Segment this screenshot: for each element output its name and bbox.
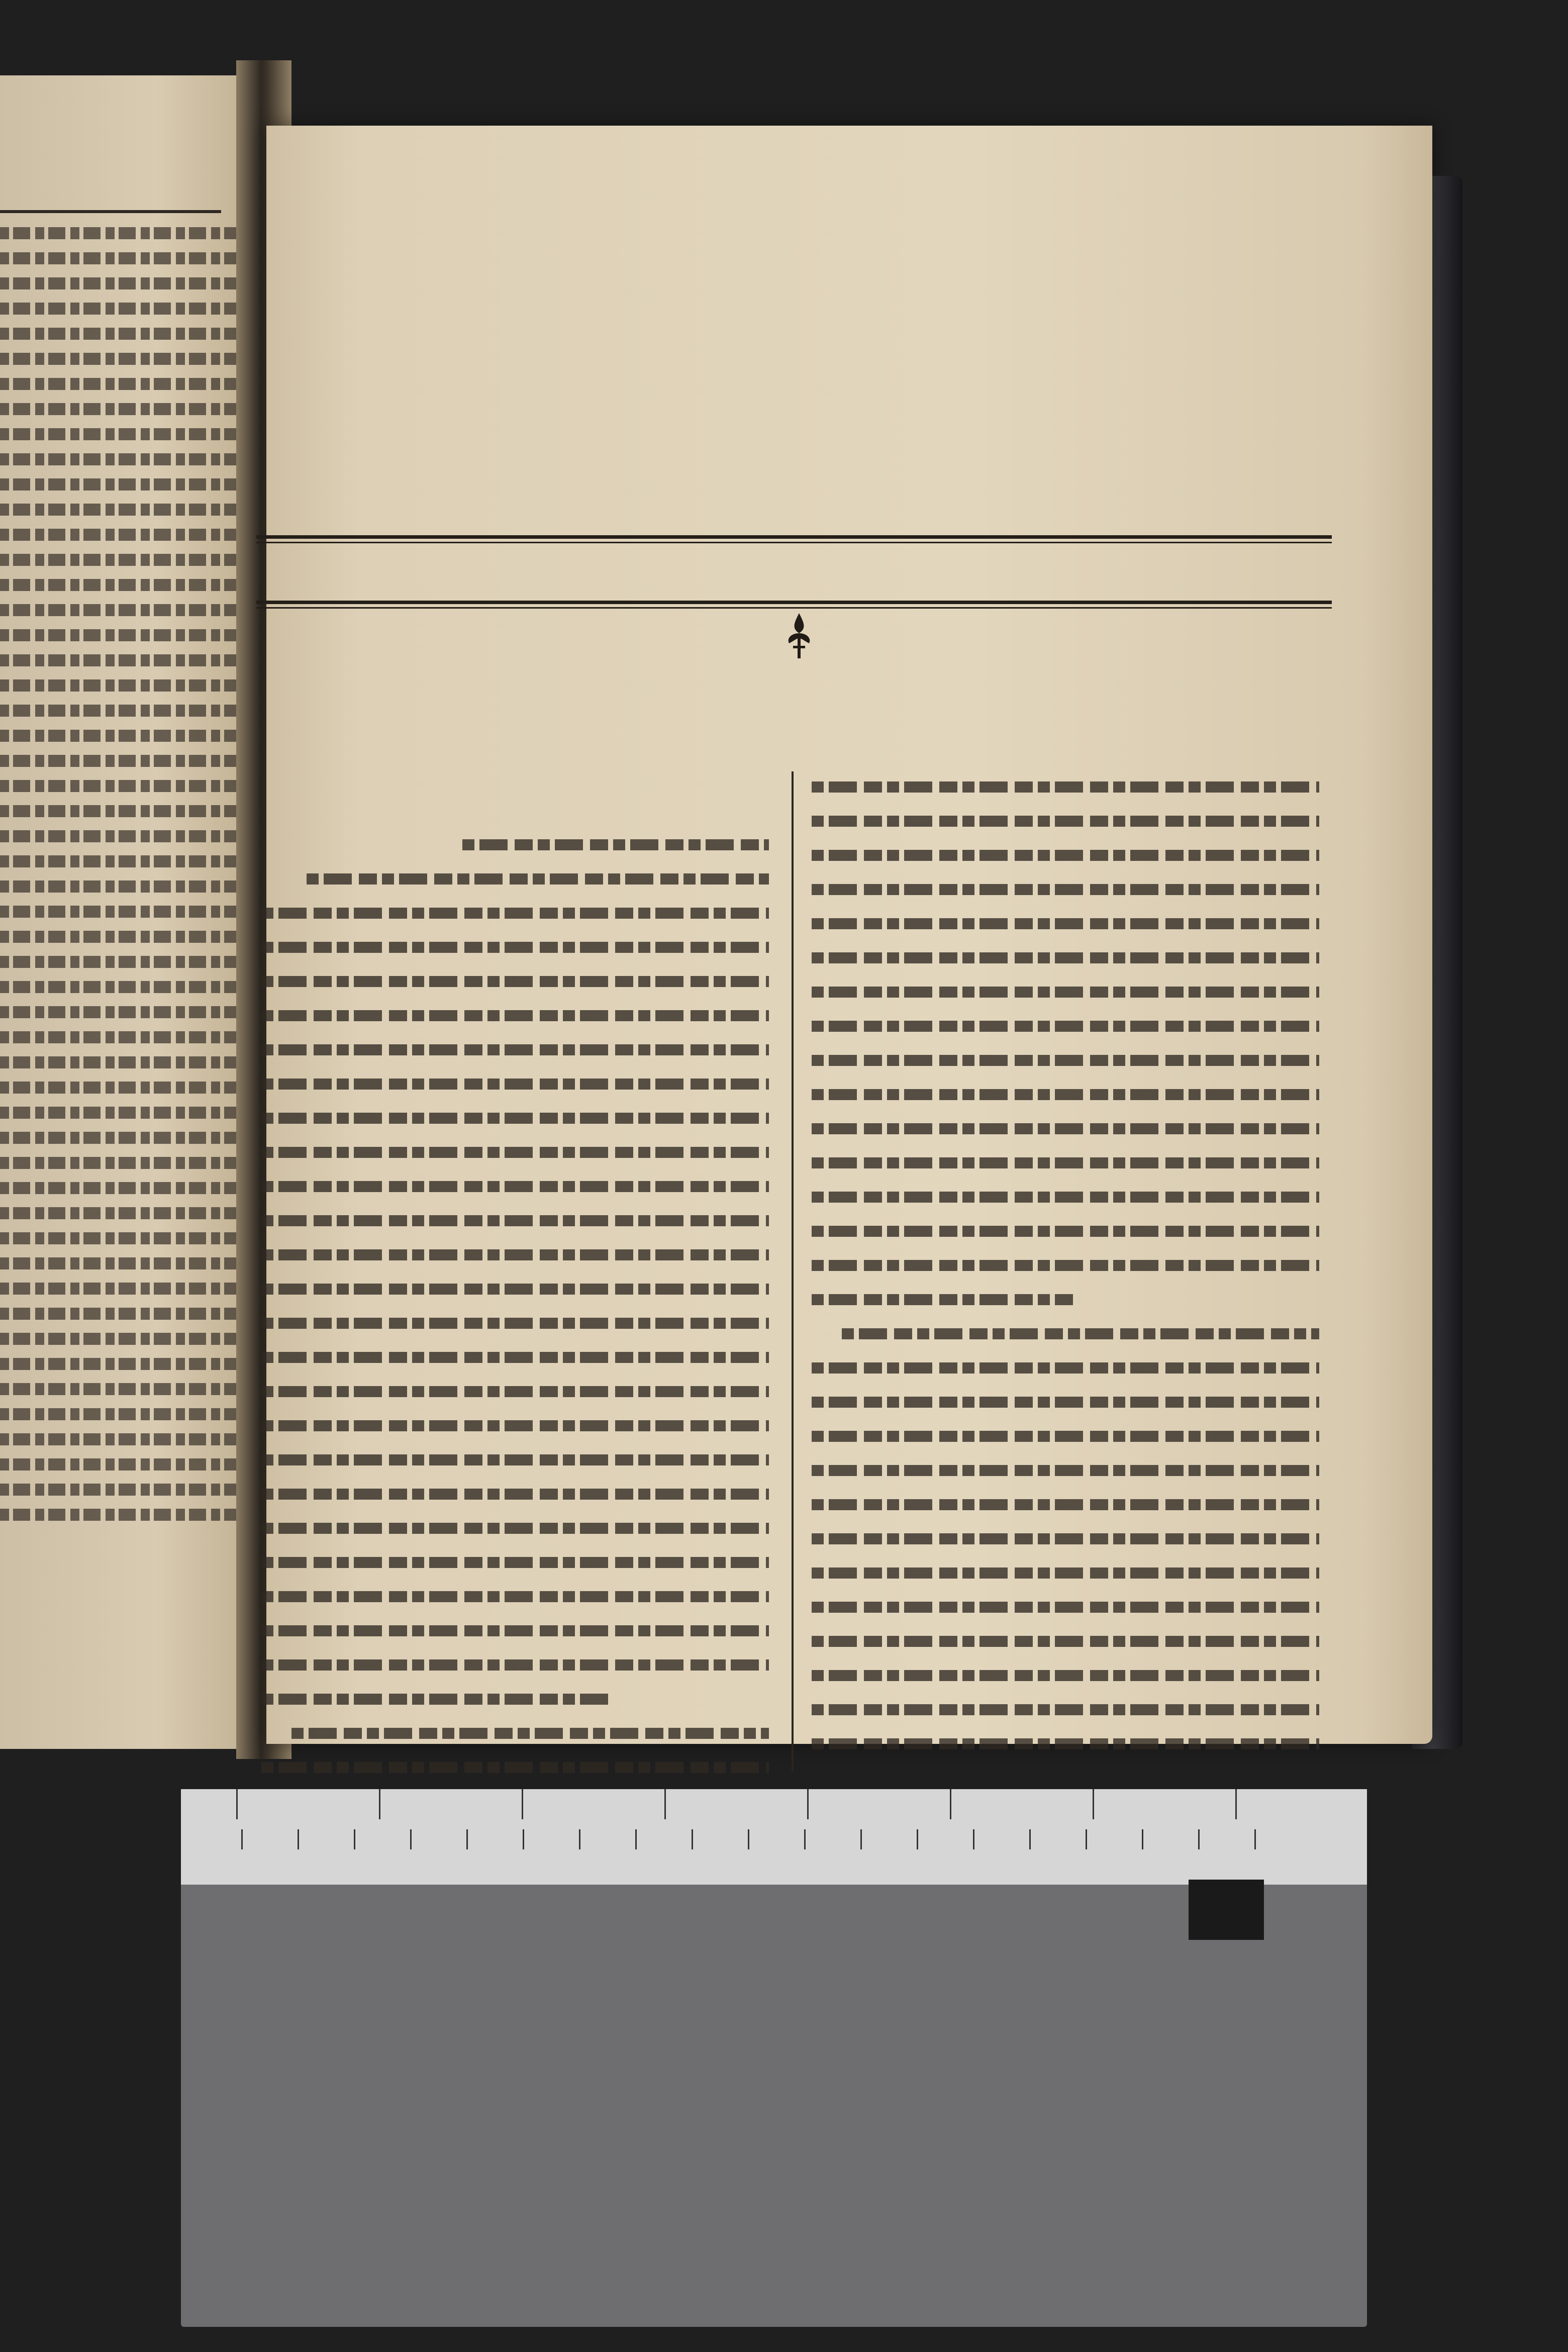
cm-tick [466, 1829, 468, 1849]
inch-tick [1093, 1789, 1094, 1819]
cm-tick [298, 1829, 299, 1849]
cm-tick [692, 1829, 693, 1849]
inch-tick [522, 1789, 523, 1819]
cm-tick [748, 1829, 749, 1849]
top-rule-thin [256, 542, 1332, 543]
cm-tick [1142, 1829, 1143, 1849]
cm-tick [1254, 1829, 1256, 1849]
danes-picta-logo [1189, 1880, 1264, 1940]
date-rule-thin [256, 607, 1332, 609]
inch-tick [379, 1789, 380, 1819]
cm-tick [241, 1829, 243, 1849]
cm-tick [804, 1829, 806, 1849]
masthead-ornament [309, 206, 1364, 397]
article-column-right [812, 781, 1319, 1773]
newspaper-page [266, 126, 1432, 1744]
cm-tick [579, 1829, 580, 1849]
cm-tick [523, 1829, 524, 1849]
left-page-text-column [0, 196, 236, 1534]
inch-tick [664, 1789, 666, 1819]
column-divider [792, 771, 794, 1772]
cm-tick [1198, 1829, 1200, 1849]
fleur-ornament-icon [784, 611, 814, 661]
top-rule [256, 535, 1332, 539]
cm-tick [410, 1829, 412, 1849]
left-page [0, 75, 261, 1749]
cm-tick [354, 1829, 355, 1849]
colour-chart [181, 1789, 1367, 2327]
ruler [181, 1789, 1367, 1885]
cm-tick [860, 1829, 862, 1849]
left-page-rule [0, 210, 221, 213]
cm-tick [917, 1829, 918, 1849]
inch-tick [807, 1789, 809, 1819]
inch-tick [950, 1789, 951, 1819]
date-rule [256, 601, 1332, 604]
cm-tick [973, 1829, 974, 1849]
cm-tick [1029, 1829, 1031, 1849]
article-column-left [261, 839, 769, 1865]
cm-tick [1086, 1829, 1087, 1849]
cm-tick [635, 1829, 637, 1849]
inch-tick [1235, 1789, 1237, 1819]
inch-tick [236, 1789, 238, 1819]
